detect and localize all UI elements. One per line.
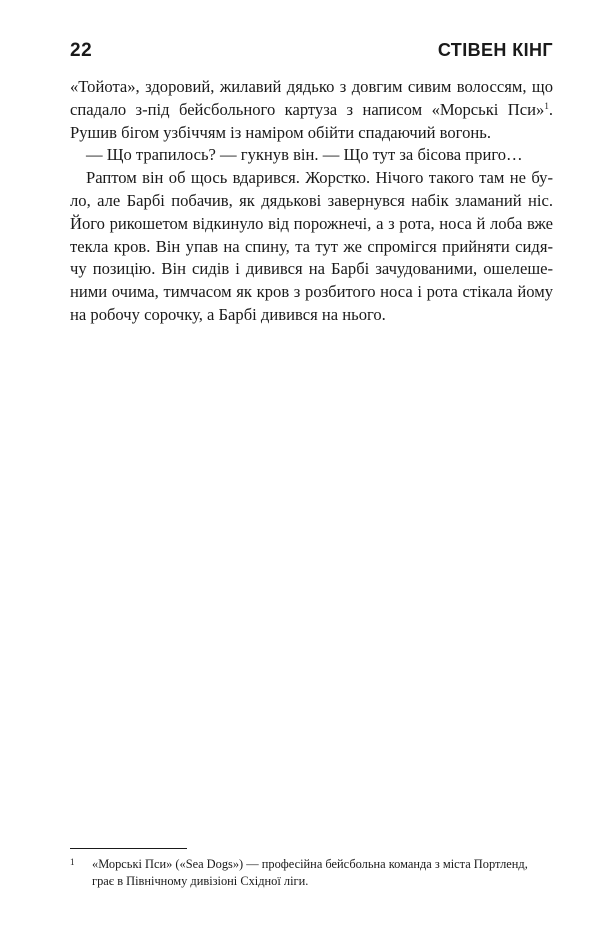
body-text — [70, 76, 553, 327]
text-line — [70, 99, 553, 122]
text-line: «Тойота», здоровий, жилавий дядько з довгим сивим волоссям, що — [70, 77, 553, 96]
footnote-text — [92, 856, 553, 889]
text-line: Раптом він об щось вдарився. Жорстко. Нічого такого там не бу- — [86, 168, 553, 188]
text-line-end: . — [548, 99, 553, 119]
text-line-content: спадало з-під бейсбольного картуза з написом «Морські Пси» — [70, 99, 545, 119]
text-line: ло, але Барбі побачив, як дядькові завернувся набік зламаний ніс. — [70, 190, 553, 210]
running-head-author: СТІВЕН КІНГ — [437, 40, 553, 60]
text-line: текла кров. Він упав на спину, та тут же спромігся прийняти сидя- — [70, 236, 553, 256]
text-line: Рушив бігом узбіччям із наміром обійти спадаючий вогонь. — [70, 122, 491, 142]
text-line: ними очима, тимчасом як кров з розбитого носа і рота стікала йому — [70, 282, 553, 302]
footnote-line: грає в Північному дивізіоні Східної ліги. — [92, 873, 309, 888]
footnote-reference: 1 — [544, 100, 549, 111]
text-line: на робочу сорочку, а Барбі дивився на нього. — [70, 304, 386, 324]
footnote — [70, 856, 553, 889]
page-header — [70, 40, 553, 64]
page-number: 22 — [70, 40, 93, 61]
text-line: чу позицію. Він сидів і дивився на Барбі зачудованими, ошелеше- — [70, 259, 553, 279]
footnote-line: «Морські Пси» («Sea Dogs») — професійна бейсбольна команда з міста Портленд, — [92, 857, 528, 871]
footnote-mark: 1 — [70, 857, 75, 867]
text-line: — Що трапилось? — гукнув він. — Що тут за бісова приго… — [86, 145, 523, 165]
footnote-divider — [70, 848, 187, 849]
text-line: Його рикошетом відкинуло від порожнечі, а з рота, носа й лоба вже — [70, 213, 553, 233]
